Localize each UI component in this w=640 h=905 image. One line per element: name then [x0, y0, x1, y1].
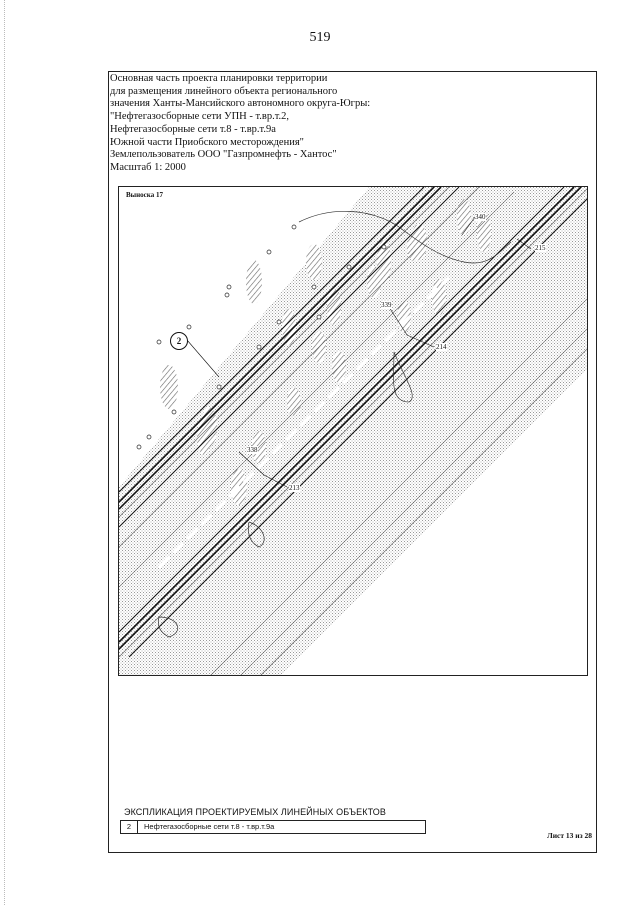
point-label-338: 338 [247, 446, 258, 454]
legend-row-name: Нефтегазосборные сети т.8 - т.вр.т.9а [144, 822, 275, 831]
scale-line: Масштаб 1: 2000 [110, 161, 186, 173]
legend-row-number: 2 [121, 821, 138, 833]
point-label-340: 340 [475, 213, 486, 221]
point-label-215: 215 [535, 244, 546, 252]
legend-title: ЭКСПЛИКАЦИЯ ПРОЕКТИРУЕМЫХ ЛИНЕЙНЫХ ОБЪЕКТОВ [124, 807, 386, 817]
page-number: 519 [309, 30, 331, 45]
scan-edge-marks [4, 0, 6, 905]
map-drawing [119, 187, 588, 676]
title-line: Землепользователь ООО "Газпромнефть - Хантос" [110, 149, 337, 161]
point-label-213: 213 [289, 484, 300, 492]
title-line: Южной части Приобского месторождения" [110, 136, 304, 148]
title-line: значения Ханты-Мансийского автономного округа-Югры: [110, 98, 371, 110]
callout-title: Выноска 17 [126, 191, 163, 199]
title-line: Основная часть проекта планировки территории [110, 73, 328, 84]
map-callout [118, 186, 588, 676]
point-label-339: 339 [381, 301, 392, 309]
point-label-214: 214 [436, 343, 447, 351]
title-line: "Нефтегазосборные сети УПН - т.вр.т.2, [110, 111, 290, 123]
legend-table [120, 820, 426, 834]
object-marker [170, 332, 188, 350]
title-line: Нефтегазосборные сети т.8 - т.вр.т.9а [110, 123, 276, 135]
title-block [110, 73, 410, 175]
sheet-label: Лист 13 из 28 [547, 831, 592, 840]
title-line: для размещения линейного объекта регионального [110, 85, 338, 97]
object-marker-number: 2 [176, 336, 182, 346]
